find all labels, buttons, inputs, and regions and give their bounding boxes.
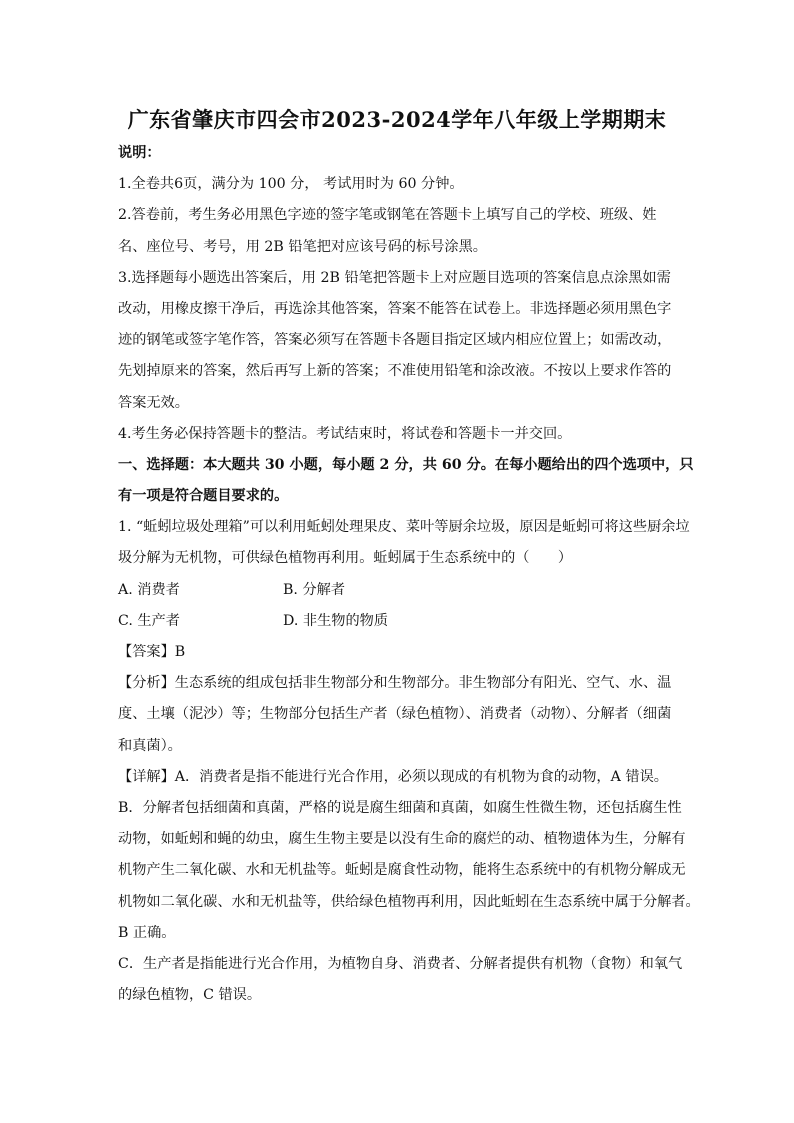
instruction-line: 2.答卷前，考生务必用黑色字迹的签字笔或钢笔在答题卡上填写自己的学校、班级、姓 [118,207,657,223]
analysis-line: 度、土壤（泥沙）等；生物部分包括生产者（绿色植物）、消费者（动物）、分解者（细菌 [118,706,672,722]
section-heading: 一、选择题：本大题共 30 小题，每小题 2 分，共 60 分。在每小题给出的四个选项中，只 [118,457,694,473]
detail-line: 动物，如蚯蚓和蝇的幼虫，腐生生物主要是以没有生命的腐烂的动、植物遗体为生，分解有 [118,831,686,847]
instructions-heading: 说明： [118,145,161,161]
instruction-line: 改动，用橡皮擦干净后，再选涂其他答案，答案不能答在试卷上。非选择题必须用黑色字 [118,301,672,317]
detail-line: 机物如二氧化碳、水和无机盐等，供给绿色植物再利用，因此蚯蚓在生态系统中属于分解者。 [118,894,700,910]
option-c: C. 生产者 [118,613,180,629]
instruction-line: 3.选择题每小题选出答案后，用 2B 铅笔把答题卡上对应题目选项的答案信息点涂黑如需 [118,270,671,286]
question-stem: 1. “蚯蚓垃圾处理箱”可以利用蚯蚓处理果皮、菜叶等厨余垃圾，原因是蚯蚓可将这些厨余垃 [118,519,690,535]
detail-line: 【详解】A．消费者是指不能进行光合作用，必须以现成的有机物为食的动物，A 错误。 [118,769,668,785]
question-stem: 圾分解为无机物，可供绿色植物再利用。蚯蚓属于生态系统中的（ ） [118,550,573,566]
detail-line: 机物产生二氧化碳、水和无机盐等。蚯蚓是腐食性动物，能将生态系统中的有机物分解成无 [118,862,686,878]
option-b: B. 分解者 [283,582,346,598]
detail-line: B 正确。 [118,925,176,941]
analysis-line: 和真菌）。 [118,738,182,754]
instruction-line: 迹的钢笔或签字笔作答，答案必须写在答题卡各题目指定区域内相应位置上；如需改动， [118,332,672,348]
detail-line: 的绿色植物，C 错误。 [118,987,262,1003]
instruction-line: 1.全卷共6页，满分为 100 分， 考试用时为 60 分钟。 [118,176,464,192]
detail-line: C．生产者是指能进行光合作用，为植物自身、消费者、分解者提供有机物（食物）和氧气 [118,956,683,972]
analysis-line: 【分析】生态系统的组成包括非生物部分和生物部分。非生物部分有阳光、空气、水、温 [118,675,672,691]
section-heading: 有一项是符合题目要求的。 [118,488,289,504]
option-a: A. 消费者 [118,582,180,598]
answer-line: 【答案】B [118,644,186,660]
instruction-line: 4.考生务必保持答题卡的整洁。考试结束时，将试卷和答题卡一并交回。 [118,426,572,442]
instruction-line: 名、座位号、考号，用 2B 铅笔把对应该号码的标号涂黑。 [118,239,487,255]
option-d: D. 非生物的物质 [283,613,389,629]
instruction-line: 先划掉原来的答案，然后再写上新的答案；不准使用铅笔和涂改液。不按以上要求作答的 [118,363,672,379]
instruction-line: 答案无效。 [118,395,189,411]
detail-line: B．分解者包括细菌和真菌，严格的说是腐生细菌和真菌，如腐生性微生物，还包括腐生性 [118,800,682,816]
document-title: 广东省肇庆市四会市2023-2024学年八年级上学期期末 [127,107,667,132]
